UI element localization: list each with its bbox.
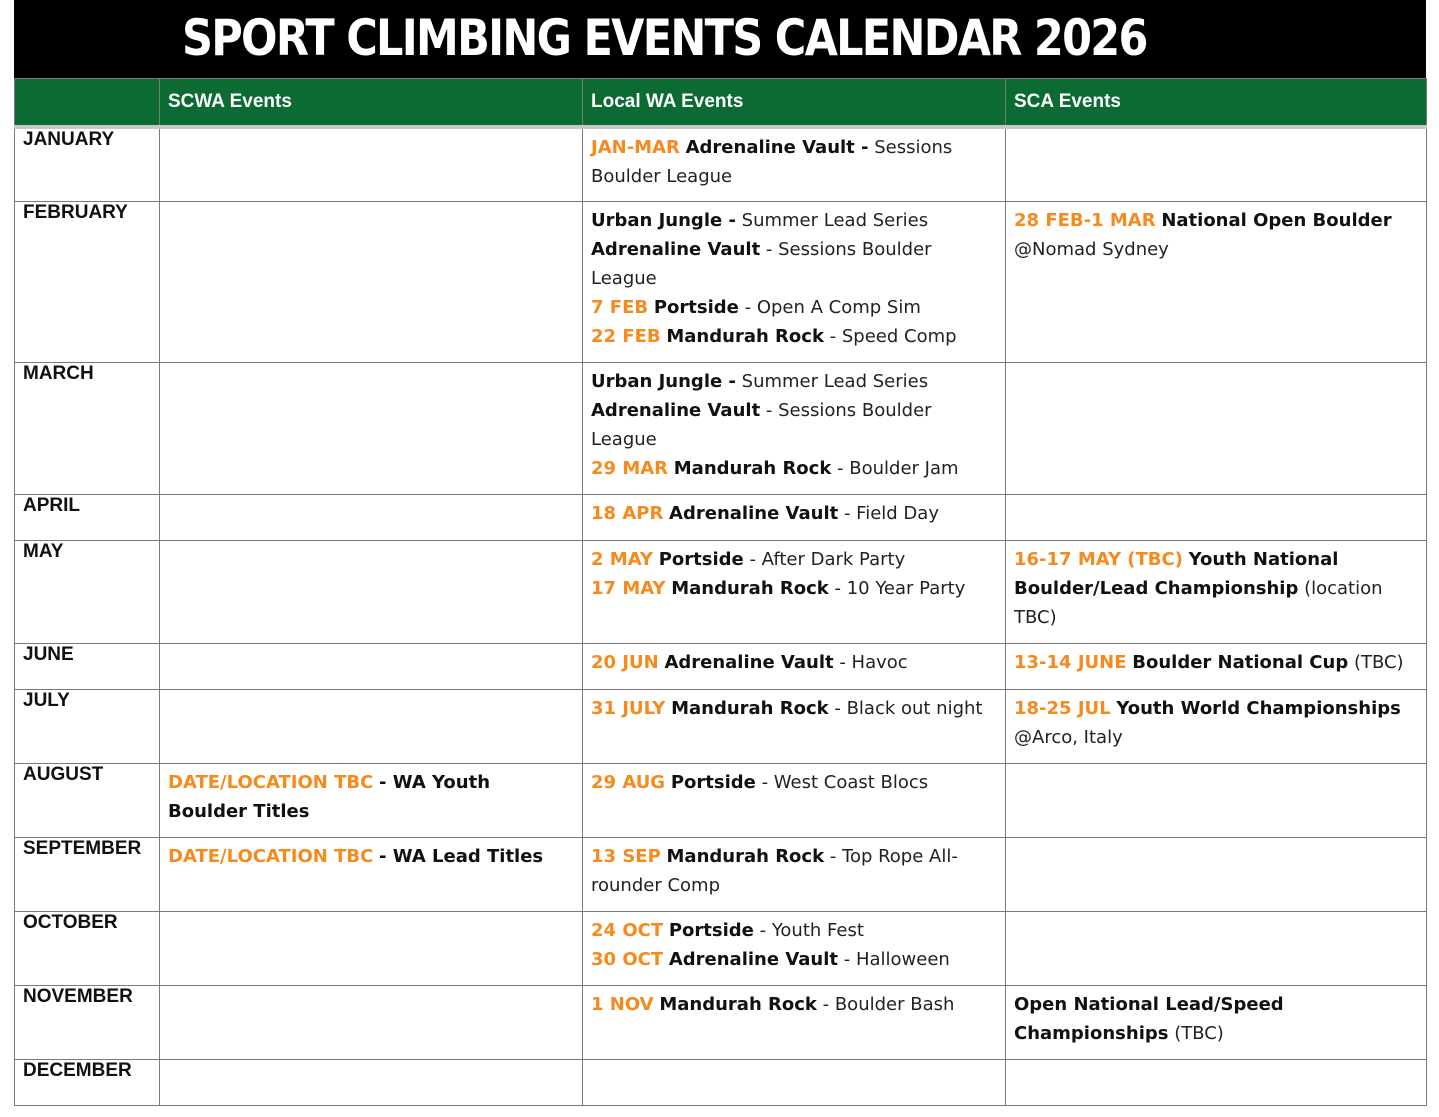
- event-venue: Adrenaline Vault: [591, 238, 761, 260]
- event-venue: Portside: [670, 771, 756, 793]
- event-entry: [591, 768, 997, 797]
- event-entry: [591, 574, 997, 603]
- event-date: JAN-MAR: [591, 137, 680, 158]
- sca-events-cell: [1006, 127, 1427, 201]
- event-venue: Mandurah Rock: [671, 577, 829, 599]
- table-row: [15, 985, 1427, 1059]
- event-entry: [591, 322, 997, 351]
- header-sca-events: SCA Events: [1006, 79, 1427, 128]
- event-entry: [591, 293, 997, 322]
- event-venue: Mandurah Rock: [671, 697, 829, 719]
- event-venue: - WA Youth Boulder Titles: [168, 771, 491, 822]
- event-date: 18-25 JUL: [1014, 697, 1111, 719]
- month-label: SEPTEMBER: [15, 837, 160, 911]
- table-row: [15, 201, 1427, 362]
- page-title: SPORT CLIMBING EVENTS CALENDAR 2026: [182, 9, 1147, 67]
- event-venue: Youth World Championships: [1116, 697, 1401, 719]
- event-description: - Field Day: [838, 502, 939, 524]
- month-label: MARCH: [15, 362, 160, 494]
- event-entry: [591, 235, 997, 293]
- event-venue: Boulder National Cup: [1132, 651, 1349, 673]
- event-date: 7 FEB: [591, 296, 649, 318]
- event-venue: Portside: [668, 919, 754, 941]
- event-description: - Open A Comp Sim: [738, 296, 921, 318]
- event-venue: Youth National Boulder/Lead Championship: [1014, 548, 1339, 599]
- event-venue: Mandurah Rock: [673, 457, 832, 479]
- event-entry: [591, 499, 997, 528]
- sca-events-cell: [1006, 985, 1427, 1059]
- event-entry: [591, 454, 997, 483]
- event-date: 22 FEB: [591, 325, 661, 347]
- event-date: 13 SEP: [591, 845, 661, 867]
- event-date: DATE/LOCATION TBC: [168, 845, 374, 867]
- event-description: - Havoc: [833, 651, 908, 673]
- event-entry: [168, 842, 574, 871]
- event-description: - Halloween: [838, 948, 950, 970]
- title-bar: [14, 0, 1426, 78]
- scwa-events-cell: [160, 985, 583, 1059]
- events-calendar-table: [14, 78, 1427, 1106]
- month-label: AUGUST: [15, 763, 160, 837]
- event-description: - Boulder Jam: [831, 457, 959, 479]
- event-venue: - WA Lead Titles: [379, 845, 544, 867]
- event-date: 28 FEB-1 MAR: [1014, 209, 1156, 231]
- event-venue: Adrenaline Vault: [669, 502, 839, 524]
- event-description: - Black out night: [828, 697, 983, 719]
- event-date: 29 MAR: [591, 457, 669, 479]
- event-description: @Nomad Sydney: [1014, 238, 1169, 260]
- event-date: 2 MAY: [591, 548, 653, 570]
- table-row: [15, 643, 1427, 689]
- event-venue: Adrenaline Vault: [591, 399, 761, 421]
- event-entry: [1014, 648, 1418, 677]
- header-month: [15, 79, 160, 128]
- event-entry: [591, 545, 997, 574]
- local-wa-events-cell: [583, 643, 1006, 689]
- local-wa-events-cell: [583, 1059, 1006, 1105]
- local-wa-events-cell: [583, 201, 1006, 362]
- sca-events-cell: [1006, 201, 1427, 362]
- sca-events-cell: [1006, 689, 1427, 763]
- scwa-events-cell: [160, 763, 583, 837]
- event-entry: [1014, 990, 1418, 1048]
- event-entry: [591, 206, 997, 235]
- local-wa-events-cell: [583, 540, 1006, 643]
- event-venue: Open National Lead/Speed Championships: [1014, 993, 1284, 1044]
- header-row: [15, 79, 1427, 128]
- local-wa-events-cell: [583, 127, 1006, 201]
- event-description: - Sessions Boulder League: [591, 399, 932, 450]
- event-entry: [1014, 694, 1418, 752]
- local-wa-events-cell: [583, 763, 1006, 837]
- event-entry: [591, 694, 997, 723]
- scwa-events-cell: [160, 911, 583, 985]
- event-description: - Youth Fest: [753, 919, 864, 941]
- sca-events-cell: [1006, 540, 1427, 643]
- scwa-events-cell: [160, 201, 583, 362]
- event-date: DATE/LOCATION TBC: [168, 771, 374, 793]
- table-row: [15, 837, 1427, 911]
- event-venue: Adrenaline Vault: [664, 651, 834, 673]
- sca-events-cell: [1006, 837, 1427, 911]
- event-date: 16-17 MAY (TBC): [1014, 548, 1183, 570]
- table-row: [15, 1059, 1427, 1105]
- event-venue: Mandurah Rock: [659, 993, 817, 1015]
- event-venue: Adrenaline Vault: [668, 948, 839, 970]
- event-date: 13-14 JUNE: [1014, 651, 1127, 673]
- sca-events-cell: [1006, 1059, 1427, 1105]
- event-date: 31 JULY: [591, 697, 666, 719]
- event-entry: [168, 768, 574, 826]
- sca-events-cell: [1006, 362, 1427, 494]
- event-description: - 10 Year Party: [828, 577, 966, 599]
- table-row: [15, 127, 1427, 201]
- event-entry: [1014, 206, 1418, 264]
- event-description: Sessions Boulder League: [591, 137, 953, 187]
- event-description: @Arco, Italy: [1014, 726, 1123, 748]
- table-row: [15, 540, 1427, 643]
- month-label: JULY: [15, 689, 160, 763]
- scwa-events-cell: [160, 837, 583, 911]
- event-entry: [591, 367, 997, 396]
- month-label: JANUARY: [15, 127, 160, 201]
- header-scwa-events: SCWA Events: [160, 79, 583, 128]
- table-row: [15, 494, 1427, 540]
- local-wa-events-cell: [583, 494, 1006, 540]
- event-venue: Adrenaline Vault -: [685, 137, 869, 158]
- table-row: [15, 689, 1427, 763]
- event-entry: [591, 133, 997, 191]
- month-label: APRIL: [15, 494, 160, 540]
- event-venue: Portside: [658, 548, 744, 570]
- event-date: 18 APR: [591, 502, 664, 524]
- event-description: - Boulder Bash: [816, 993, 955, 1015]
- month-label: MAY: [15, 540, 160, 643]
- sca-events-cell: [1006, 911, 1427, 985]
- event-venue: Urban Jungle -: [591, 370, 736, 392]
- local-wa-events-cell: [583, 985, 1006, 1059]
- event-entry: [591, 945, 997, 974]
- event-description: (location TBC): [1014, 577, 1383, 628]
- scwa-events-cell: [160, 643, 583, 689]
- scwa-events-cell: [160, 540, 583, 643]
- event-description: - West Coast Blocs: [755, 771, 929, 793]
- calendar-body: [15, 127, 1427, 1105]
- event-date: 24 OCT: [591, 919, 664, 941]
- scwa-events-cell: [160, 689, 583, 763]
- table-row: [15, 763, 1427, 837]
- event-entry: [591, 396, 997, 454]
- event-date: 17 MAY: [591, 577, 666, 599]
- header-local-wa-events: Local WA Events: [583, 79, 1006, 128]
- month-label: FEBRUARY: [15, 201, 160, 362]
- scwa-events-cell: [160, 1059, 583, 1105]
- month-label: OCTOBER: [15, 911, 160, 985]
- month-label: DECEMBER: [15, 1059, 160, 1105]
- local-wa-events-cell: [583, 689, 1006, 763]
- event-venue: Mandurah Rock: [666, 325, 824, 347]
- month-label: JUNE: [15, 643, 160, 689]
- local-wa-events-cell: [583, 911, 1006, 985]
- event-venue: Mandurah Rock: [666, 845, 825, 867]
- event-description: Summer Lead Series: [735, 370, 929, 392]
- event-entry: [591, 842, 997, 900]
- event-venue: Portside: [653, 296, 739, 318]
- event-date: 30 OCT: [591, 948, 664, 970]
- event-venue: National Open Boulder: [1161, 209, 1392, 231]
- table-row: [15, 911, 1427, 985]
- sca-events-cell: [1006, 494, 1427, 540]
- local-wa-events-cell: [583, 362, 1006, 494]
- event-date: 20 JUN: [591, 651, 659, 673]
- event-date: 1 NOV: [591, 993, 654, 1015]
- scwa-events-cell: [160, 362, 583, 494]
- event-entry: [591, 648, 997, 677]
- event-date: 29 AUG: [591, 771, 666, 793]
- event-entry: [1014, 545, 1418, 632]
- event-description: Summer Lead Series: [735, 209, 929, 231]
- scwa-events-cell: [160, 127, 583, 201]
- event-description: - After Dark Party: [743, 548, 906, 570]
- event-entry: [591, 990, 997, 1019]
- local-wa-events-cell: [583, 837, 1006, 911]
- scwa-events-cell: [160, 494, 583, 540]
- event-description: (TBC): [1168, 1022, 1224, 1044]
- event-entry: [591, 916, 997, 945]
- table-row: [15, 362, 1427, 494]
- month-label: NOVEMBER: [15, 985, 160, 1059]
- event-venue: Urban Jungle -: [591, 209, 736, 231]
- event-description: - Top Rope All-rounder Comp: [591, 845, 958, 896]
- sca-events-cell: [1006, 643, 1427, 689]
- event-description: - Sessions Boulder League: [591, 238, 932, 289]
- event-description: - Speed Comp: [823, 325, 957, 347]
- event-description: (TBC): [1348, 651, 1404, 673]
- sca-events-cell: [1006, 763, 1427, 837]
